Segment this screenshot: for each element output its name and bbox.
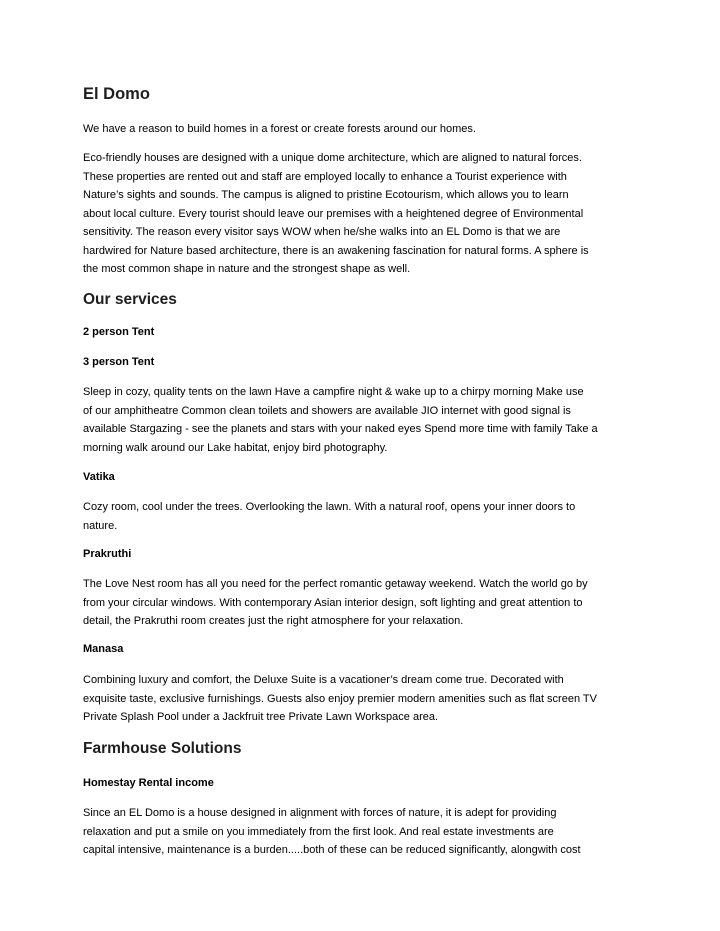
homestay-paragraph [83, 804, 643, 860]
prakruthi-paragraph [83, 575, 643, 631]
page-title: El Domo [83, 85, 150, 103]
homestay-line: capital intensive, maintenance is a burden.....both of these can be reduced significantly, alongwith cost [83, 844, 581, 856]
prakruthi-line: The Love Nest room has all you need for the perfect romantic getaway weekend. Watch the world go by [83, 578, 588, 590]
services-heading: Our services [83, 291, 177, 308]
description-line: These properties are rented out and staff are employed locally to enhance a Tourist experience with [83, 170, 567, 183]
description-line: hardwired for Nature based architecture, there is an awakening fascination for natural forms. A sphere is [83, 244, 589, 257]
tent3-heading: 3 person Tent [83, 356, 155, 368]
manasa-line: Private Splash Pool under a Jackfruit tree Private Lawn Workspace area. [83, 711, 439, 723]
tent-line: Sleep in cozy, quality tents on the lawn Have a campfire night & wake up to a chirpy morning Make use [83, 386, 584, 398]
prakruthi-heading: Prakruthi [83, 548, 132, 560]
prakruthi-line: detail, the Prakruthi room creates just the right atmosphere for your relaxation. [83, 615, 464, 627]
vatika-paragraph [83, 498, 643, 535]
tent-line: available Stargazing - see the planets and stars with your naked eyes Spend more time with family Take a [83, 423, 598, 435]
vatika-line: Cozy room, cool under the trees. Overlooking the lawn. With a natural roof, opens your inner doors to [83, 501, 576, 513]
description-line: the most common shape in nature and the strongest shape as well. [83, 263, 411, 275]
vatika-line: nature. [83, 519, 118, 532]
description-line: about local culture. Every tourist should leave our premises with a heightened degree of Environmental [83, 207, 584, 220]
description-line: Eco-friendly houses are designed with a unique dome architecture, which are aligned to natural forces. [83, 152, 582, 164]
tent-line: morning walk around our Lake habitat, enjoy bird photography. [83, 441, 388, 454]
intro-paragraph: We have a reason to build homes in a forest or create forests around our homes. [83, 123, 476, 135]
tent-line: of our amphitheatre Common clean toilets and showers are available JIO internet with good signal is [83, 404, 571, 417]
manasa-line: exquisite taste, exclusive furnishings. Guests also enjoy premier modern amenities such as flat screen TV [83, 692, 597, 705]
homestay-line: relaxation and put a smile on you immediately from the first look. And real estate investments are [83, 825, 554, 838]
manasa-heading: Manasa [83, 643, 124, 655]
tent-paragraph [83, 383, 643, 457]
manasa-line: Combining luxury and comfort, the Deluxe Suite is a vacationer’s dream come true. Decorated with [83, 674, 564, 686]
tent2-heading: 2 person Tent [83, 326, 155, 338]
description-line: sensitivity. The reason every visitor says WOW when he/she walks into an EL Domo is that we are [83, 226, 561, 238]
vatika-heading: Vatika [83, 471, 115, 483]
farmhouse-heading: Farmhouse Solutions [83, 740, 242, 757]
prakruthi-line: from your circular windows. With contemporary Asian interior design, soft lighting and great attention to [83, 596, 583, 609]
manasa-paragraph [83, 671, 643, 727]
homestay-heading: Homestay Rental income [83, 777, 214, 789]
homestay-line: Since an EL Domo is a house designed in alignment with forces of nature, it is adept for providing [83, 807, 557, 819]
description-line: Nature’s sights and sounds. The campus is aligned to pristine Ecotourism, which allows you to learn [83, 189, 569, 201]
description-paragraph [83, 149, 643, 279]
